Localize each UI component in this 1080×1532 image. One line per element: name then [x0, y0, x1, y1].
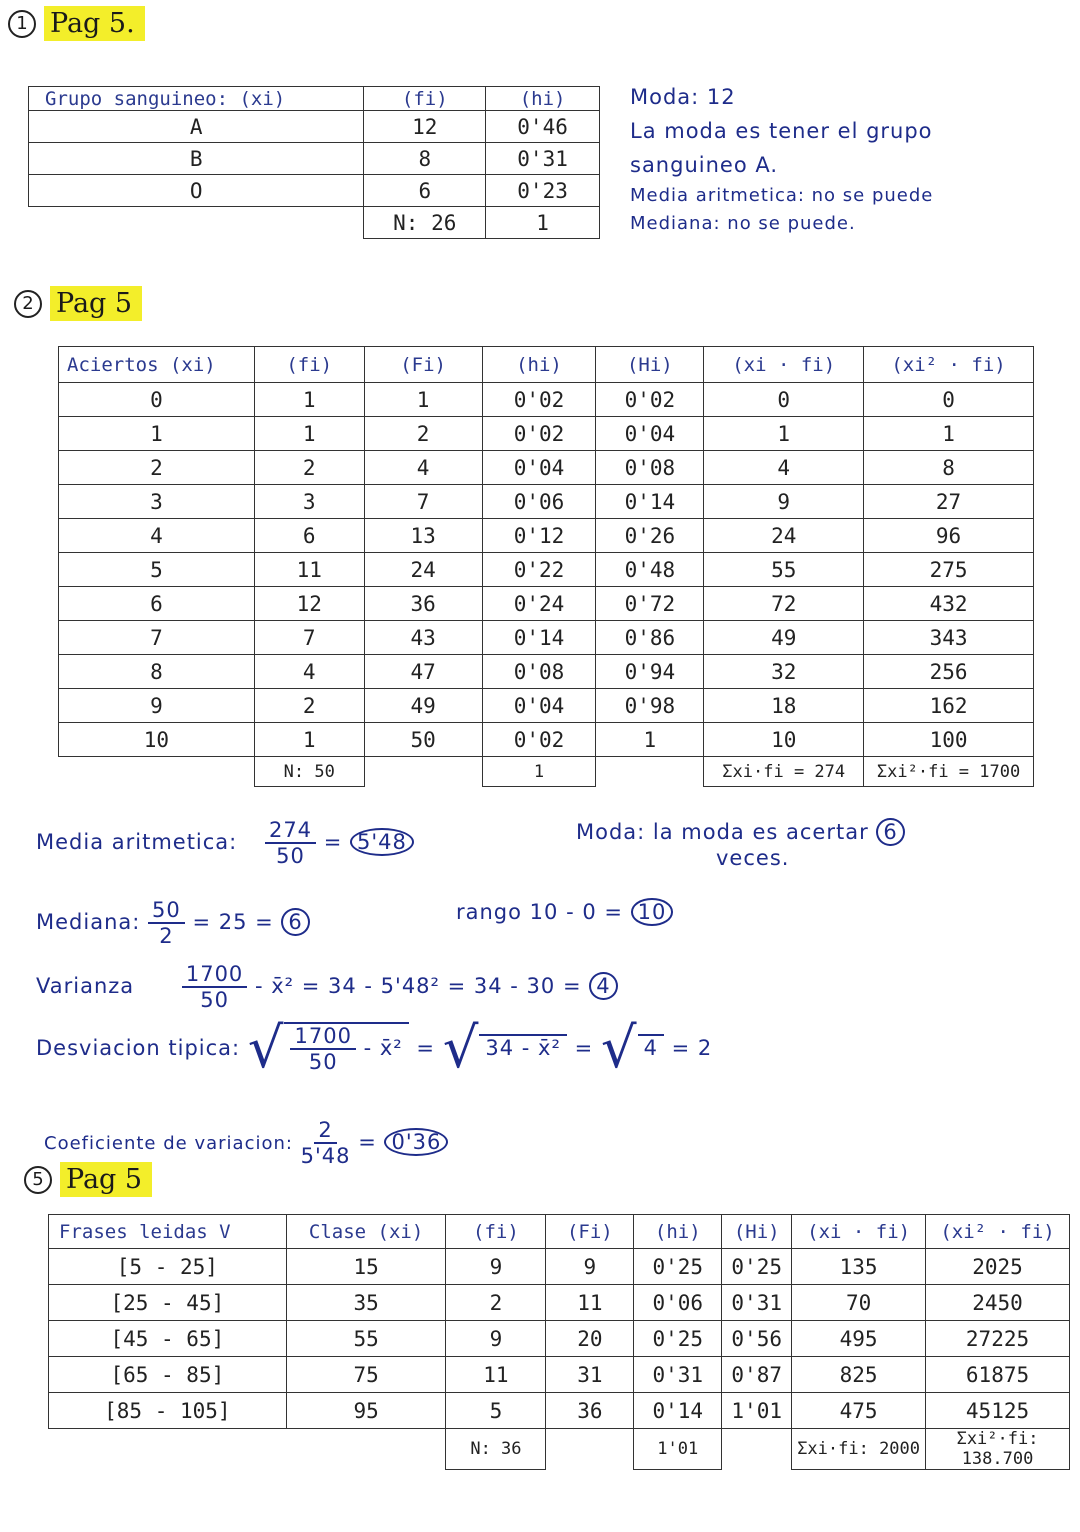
cell: 12	[364, 111, 486, 143]
varianza-expression: - x̄² = 34 - 5'48² = 34 - 30 =	[254, 974, 582, 998]
cell: 2	[59, 451, 255, 485]
cell: 24	[364, 553, 482, 587]
cell: 9	[704, 485, 864, 519]
varianza-result: 4	[589, 972, 617, 1000]
coeficiente-result: 0'36	[384, 1128, 448, 1156]
header-hi: (hi)	[634, 1215, 722, 1249]
fraction-numerator: 1700	[182, 962, 247, 988]
cell: 4	[254, 655, 364, 689]
desviacion-label: Desviacion tipica:	[36, 1036, 241, 1060]
cell: 8	[59, 655, 255, 689]
header-Hi: (Hi)	[596, 347, 704, 383]
cell: 5	[446, 1393, 546, 1429]
cell: 6	[254, 519, 364, 553]
header-xifi: (xi · fi)	[704, 347, 864, 383]
frases-table	[48, 1214, 1070, 1470]
table-row	[49, 1249, 1070, 1285]
cell: 0'14	[634, 1393, 722, 1429]
cell: 55	[286, 1321, 446, 1357]
cell: 11	[254, 553, 364, 587]
header-Fi: (Fi)	[546, 1215, 634, 1249]
cell: 0	[704, 383, 864, 417]
cell: 72	[704, 587, 864, 621]
media-result: 5'48	[350, 828, 414, 856]
header-fi: (fi)	[446, 1215, 546, 1249]
table-row	[59, 689, 1034, 723]
cell: 0'14	[482, 621, 596, 655]
cell: 3	[254, 485, 364, 519]
cell: 2	[446, 1285, 546, 1321]
moda-text: sanguineo A.	[630, 153, 779, 177]
sqrt-icon: √	[247, 1016, 285, 1081]
cell: 18	[704, 689, 864, 723]
cell: 1	[254, 723, 364, 757]
cell: 10	[59, 723, 255, 757]
sqrt-body: 34 - x̄²	[479, 1034, 567, 1060]
total-hi: 1	[486, 207, 600, 239]
table-row	[49, 1285, 1070, 1321]
cell: [85 - 105]	[49, 1393, 287, 1429]
cell: 0'25	[634, 1321, 722, 1357]
cell: 1	[364, 383, 482, 417]
cell: 32	[704, 655, 864, 689]
equals-sign: =	[323, 830, 343, 854]
cell: 2	[254, 689, 364, 723]
media-fraction	[265, 818, 316, 868]
cell: 70	[792, 1285, 926, 1321]
cell: 135	[792, 1249, 926, 1285]
cell: 1	[596, 723, 704, 757]
section-1-heading	[8, 6, 145, 41]
cell: 35	[286, 1285, 446, 1321]
cell: 49	[704, 621, 864, 655]
moda-text: veces.	[716, 846, 790, 870]
cell: 0'04	[596, 417, 704, 451]
section-1-notes	[630, 80, 933, 238]
mediana-label: Mediana:	[36, 910, 141, 934]
cell: 1	[704, 417, 864, 451]
empty-cell	[59, 757, 255, 787]
total-cell: 1	[482, 757, 596, 787]
header-Fi: (Fi)	[364, 347, 482, 383]
cell: 0'26	[596, 519, 704, 553]
cell: 36	[546, 1393, 634, 1429]
cell: 1	[254, 417, 364, 451]
cell: 31	[546, 1357, 634, 1393]
cell: 15	[286, 1249, 446, 1285]
cell: 825	[792, 1357, 926, 1393]
cell: 9	[446, 1321, 546, 1357]
mediana-fraction	[148, 898, 185, 948]
cell: 0'31	[722, 1285, 792, 1321]
cell: 0'04	[482, 689, 596, 723]
cell: 0'02	[482, 383, 596, 417]
cell: 61875	[926, 1357, 1070, 1393]
total-n: N: 26	[364, 207, 486, 239]
total-cell: N: 50	[254, 757, 364, 787]
header-xifi: (xi · fi)	[792, 1215, 926, 1249]
table-row	[29, 175, 600, 207]
header-Hi: (Hi)	[722, 1215, 792, 1249]
cell: 11	[446, 1357, 546, 1393]
fraction-numerator: 50	[148, 898, 185, 924]
cell: B	[29, 143, 364, 175]
totals-row	[59, 757, 1034, 787]
cell: 0'08	[482, 655, 596, 689]
cell: 2025	[926, 1249, 1070, 1285]
table-row	[59, 417, 1034, 451]
rango-calc	[456, 898, 673, 926]
rango-result: 10	[631, 898, 674, 926]
header-fi: (fi)	[364, 87, 486, 111]
cell: 1'01	[722, 1393, 792, 1429]
empty-cell	[596, 757, 704, 787]
cell: 36	[364, 587, 482, 621]
cell: 43	[364, 621, 482, 655]
fraction-denominator: 2	[159, 924, 174, 948]
section-number-badge: 5	[24, 1166, 52, 1194]
section-2-heading	[14, 286, 142, 321]
moda-result: 6	[876, 818, 904, 846]
desv-fraction	[290, 1024, 355, 1074]
total-cell: N: 36	[446, 1429, 546, 1470]
table-row	[59, 621, 1034, 655]
totals-row	[49, 1429, 1070, 1470]
cell: 2	[364, 417, 482, 451]
cell: 1	[254, 383, 364, 417]
cell: 0'04	[482, 451, 596, 485]
fraction-denominator: 50	[200, 988, 229, 1012]
table-row	[29, 143, 600, 175]
header-hi: (hi)	[486, 87, 600, 111]
section-title: Pag 5	[50, 286, 142, 321]
cell: [45 - 65]	[49, 1321, 287, 1357]
rango-label: rango 10 - 0 =	[456, 900, 623, 924]
total-cell: Σxi²·fi = 1700	[864, 757, 1034, 787]
cell: 256	[864, 655, 1034, 689]
header-clase: Clase (xi)	[286, 1215, 446, 1249]
sqrt-body: 4	[638, 1034, 664, 1060]
mediana-calc	[36, 898, 310, 948]
cell: 8	[864, 451, 1034, 485]
fraction-numerator: 274	[265, 818, 316, 844]
fraction-numerator: 2	[314, 1118, 336, 1144]
total-cell: Σxi·fi = 274	[704, 757, 864, 787]
cell: 0'02	[482, 723, 596, 757]
cell: 4	[59, 519, 255, 553]
fraction-denominator: 50	[276, 844, 305, 868]
cell: 0'31	[486, 143, 600, 175]
cell: 2	[254, 451, 364, 485]
cell: 0'25	[634, 1249, 722, 1285]
coeficiente-calc: Coeficiente de variacion: $\frac{2}{5'48}$ = 0'36	[44, 1118, 448, 1168]
cell: 5	[59, 553, 255, 587]
section-title: Pag 5.	[44, 6, 145, 41]
cell: 0'12	[482, 519, 596, 553]
cell: [5 - 25]	[49, 1249, 287, 1285]
header-aciertos: Aciertos (xi)	[59, 347, 255, 383]
moda-line: Moda: 12	[630, 85, 736, 109]
header-xi2fi: (xi² · fi)	[864, 347, 1034, 383]
cell: 0'23	[486, 175, 600, 207]
cell: 0'46	[486, 111, 600, 143]
header-hi: (hi)	[482, 347, 596, 383]
empty-cell	[546, 1429, 634, 1470]
cell: 0'24	[482, 587, 596, 621]
moda-label: Moda: la moda es acertar	[576, 820, 869, 844]
mediana-line: Mediana: no se puede.	[630, 213, 856, 234]
cell: 12	[254, 587, 364, 621]
header-xi2fi: (xi² · fi)	[926, 1215, 1070, 1249]
section-5-heading	[24, 1162, 152, 1197]
cell: 4	[704, 451, 864, 485]
cell: 0'94	[596, 655, 704, 689]
cell: 1	[864, 417, 1034, 451]
cell: 3	[59, 485, 255, 519]
table-row	[59, 519, 1034, 553]
cell: 8	[364, 143, 486, 175]
cell: 47	[364, 655, 482, 689]
cell: 343	[864, 621, 1034, 655]
cell: 1	[59, 417, 255, 451]
cell: O	[29, 175, 364, 207]
varianza-label: Varianza	[36, 974, 135, 998]
empty-cell	[49, 1429, 287, 1470]
totals-row	[29, 207, 600, 239]
table-row	[59, 723, 1034, 757]
cell: 50	[364, 723, 482, 757]
section-number-badge: 2	[14, 290, 42, 318]
cell: 7	[364, 485, 482, 519]
cell: 9	[59, 689, 255, 723]
table-row	[49, 1393, 1070, 1429]
table-row	[59, 383, 1034, 417]
equals-expression: = 25 =	[192, 910, 274, 934]
desviacion-calc: Desviacion tipica: √ $\frac{1700}{50}$ - x̄² = √ 34 - x̄² = √ 4 = 2	[36, 1016, 713, 1081]
cell: 0'98	[596, 689, 704, 723]
desv-rest: - x̄²	[363, 1036, 403, 1060]
cell: 6	[59, 587, 255, 621]
cell: 0'86	[596, 621, 704, 655]
moda-text: La moda es tener el grupo	[630, 119, 933, 143]
cell: 162	[864, 689, 1034, 723]
cell: 0'22	[482, 553, 596, 587]
cell: 55	[704, 553, 864, 587]
empty-cell	[286, 1429, 446, 1470]
cell: 45125	[926, 1393, 1070, 1429]
cell: 0'72	[596, 587, 704, 621]
cell: 10	[704, 723, 864, 757]
aciertos-table	[58, 346, 1034, 787]
cell: 4	[364, 451, 482, 485]
blood-group-table	[28, 86, 600, 239]
cell: 20	[546, 1321, 634, 1357]
cell: 2450	[926, 1285, 1070, 1321]
cell: 6	[364, 175, 486, 207]
cell: 0	[59, 383, 255, 417]
cell: 27	[864, 485, 1034, 519]
cell: 75	[286, 1357, 446, 1393]
total-cell: 1'01	[634, 1429, 722, 1470]
total-cell: Σxi²·fi: 138.700	[926, 1429, 1070, 1470]
cell: 0	[864, 383, 1034, 417]
sqrt-icon: √	[442, 1016, 480, 1081]
table-row	[49, 1321, 1070, 1357]
section-title: Pag 5	[60, 1162, 152, 1197]
cell: 96	[864, 519, 1034, 553]
cell: 0'08	[596, 451, 704, 485]
cell: 0'06	[482, 485, 596, 519]
table-row	[49, 1357, 1070, 1393]
coeficiente-label: Coeficiente de variacion:	[44, 1133, 293, 1154]
media-aritmetica	[36, 818, 414, 868]
cell: 11	[546, 1285, 634, 1321]
fraction-denominator: 5'48	[300, 1144, 351, 1168]
fraction-numerator: 1700	[290, 1024, 355, 1050]
cell: 100	[864, 723, 1034, 757]
empty-cell	[722, 1429, 792, 1470]
cell: 49	[364, 689, 482, 723]
cell: 0'02	[482, 417, 596, 451]
sqrt-icon: √	[600, 1016, 638, 1081]
cell: 0'06	[634, 1285, 722, 1321]
cell: 13	[364, 519, 482, 553]
cell: 275	[864, 553, 1034, 587]
varianza-calc	[36, 962, 618, 1012]
table-row	[59, 451, 1034, 485]
cell: 0'25	[722, 1249, 792, 1285]
cell: [25 - 45]	[49, 1285, 287, 1321]
cell: 27225	[926, 1321, 1070, 1357]
table-row	[29, 111, 600, 143]
cell: 95	[286, 1393, 446, 1429]
cell: 9	[446, 1249, 546, 1285]
header-grupo: Grupo sanguineo: (xi)	[29, 87, 364, 111]
table-row	[59, 485, 1034, 519]
table-row	[59, 655, 1034, 689]
cell: 0'02	[596, 383, 704, 417]
moda-section-2	[576, 818, 905, 870]
media-line: Media aritmetica: no se puede	[630, 185, 934, 206]
varianza-fraction	[182, 962, 247, 1012]
header-frases: Frases leidas V	[49, 1215, 287, 1249]
cell: 24	[704, 519, 864, 553]
cell	[29, 207, 364, 239]
fraction-denominator: 50	[308, 1050, 338, 1074]
media-label: Media aritmetica:	[36, 830, 238, 854]
empty-cell	[364, 757, 482, 787]
header-fi: (fi)	[254, 347, 364, 383]
desviacion-result: = 2	[671, 1036, 713, 1060]
section-number-badge: 1	[8, 10, 36, 38]
cell: A	[29, 111, 364, 143]
cell: 7	[254, 621, 364, 655]
cell: 9	[546, 1249, 634, 1285]
cell: [65 - 85]	[49, 1357, 287, 1393]
cell: 0'56	[722, 1321, 792, 1357]
table-row	[59, 553, 1034, 587]
coef-fraction	[301, 1118, 351, 1168]
cell: 0'31	[634, 1357, 722, 1393]
total-cell: Σxi·fi: 2000	[792, 1429, 926, 1470]
cell: 475	[792, 1393, 926, 1429]
cell: 432	[864, 587, 1034, 621]
cell: 495	[792, 1321, 926, 1357]
cell: 0'14	[596, 485, 704, 519]
table-row	[59, 587, 1034, 621]
sqrt-body	[284, 1022, 408, 1074]
cell: 0'48	[596, 553, 704, 587]
cell: 0'87	[722, 1357, 792, 1393]
cell: 7	[59, 621, 255, 655]
mediana-result: 6	[281, 908, 309, 936]
